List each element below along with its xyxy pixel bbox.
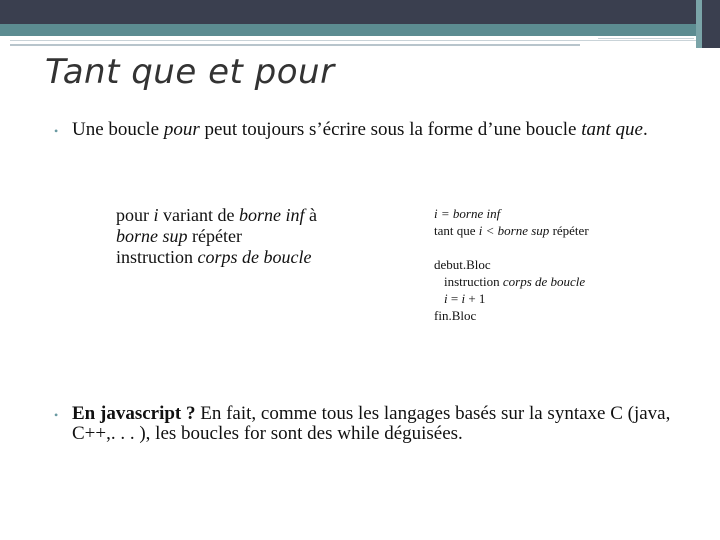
while-line-debut: debut.Bloc bbox=[434, 257, 491, 272]
header-rule-short bbox=[598, 38, 694, 39]
bullet-dot-icon: • bbox=[54, 124, 59, 138]
pour-line-1: pour i variant de borne inf à bbox=[116, 205, 317, 225]
pour-syntax-block bbox=[116, 205, 396, 268]
bullet-text-1: Une boucle pour peut toujours s’écrire sous la forme d’une boucle tant que. bbox=[72, 119, 648, 140]
bullet-item-1 bbox=[54, 120, 674, 140]
pour-line-3: instruction corps de boucle bbox=[116, 247, 312, 267]
slide-title: Tant que et pour bbox=[45, 52, 335, 92]
while-syntax-block bbox=[434, 205, 704, 324]
pour-line-2: borne sup répéter bbox=[116, 226, 242, 246]
while-line-instruction: instruction corps de boucle bbox=[444, 274, 586, 289]
top-bar-corner-dark bbox=[702, 0, 720, 48]
header-rule-thin bbox=[10, 40, 696, 41]
while-line-condition: tant que i < borne sup répéter bbox=[434, 223, 589, 238]
bullet-text-2: En javascript ? En fait, comme tous les langages basés sur la syntaxe C (java, C++,. . . ), les boucles for sont des while déguisées. bbox=[72, 403, 671, 444]
while-line-fin: fin.Bloc bbox=[434, 308, 477, 323]
while-gap bbox=[434, 239, 704, 256]
top-bar-dark bbox=[0, 0, 720, 24]
top-bar-teal bbox=[0, 24, 720, 36]
while-line-init: i = borne inf bbox=[434, 206, 501, 221]
top-bar-corner-teal bbox=[696, 0, 702, 48]
bullet-dot-icon: • bbox=[54, 408, 59, 422]
while-line-increment: i = i + 1 bbox=[444, 291, 486, 306]
header-rule-thick bbox=[10, 44, 580, 46]
bullet-item-2 bbox=[54, 404, 674, 444]
